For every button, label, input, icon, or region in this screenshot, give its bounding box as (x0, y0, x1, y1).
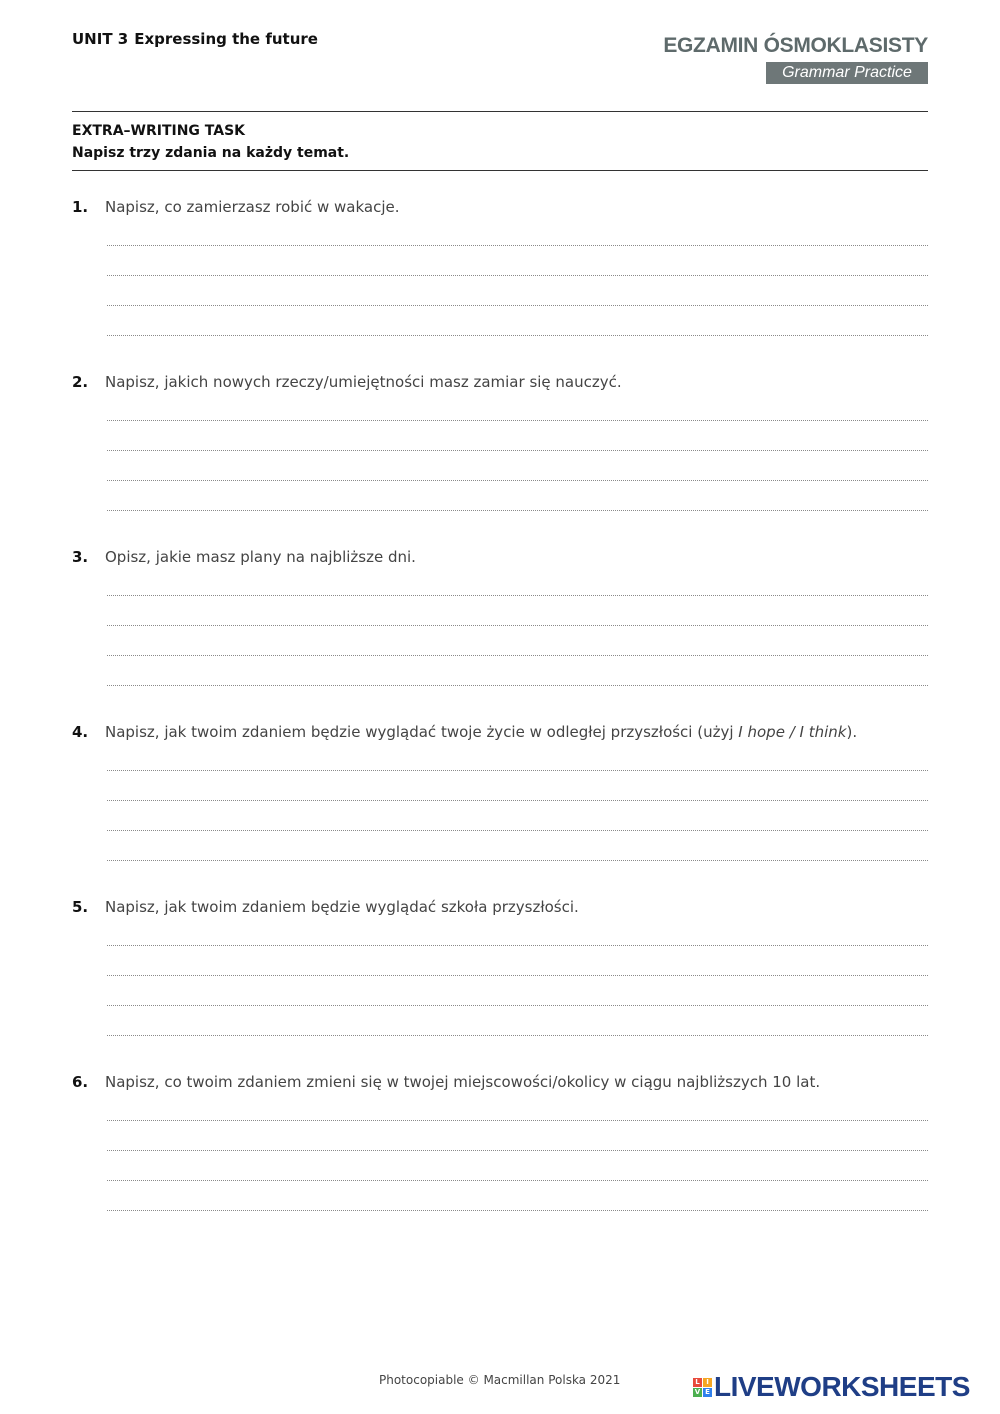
logo-letter-v: V (694, 1387, 701, 1396)
answer-line[interactable] (107, 1210, 928, 1211)
question-2 (72, 371, 928, 541)
answer-line[interactable] (107, 830, 928, 831)
unit-label: UNIT 3 (72, 30, 129, 48)
answer-line[interactable] (107, 1035, 928, 1036)
answer-line[interactable] (107, 685, 928, 686)
question-number: 4. (72, 723, 89, 741)
answer-line[interactable] (107, 305, 928, 306)
question-text-before: Napisz, jak twoim zdaniem będzie wyglądać twoje życie w odległej przyszłości (użyj (105, 723, 739, 741)
question-text: Napisz, co zamierzasz robić w wakacje. (105, 198, 400, 216)
task-heading: EXTRA–WRITING TASK (72, 123, 246, 139)
unit-heading (72, 30, 318, 48)
answer-line[interactable] (107, 1150, 928, 1151)
question-text: Opisz, jakie masz plany na najbliższe dni. (105, 548, 416, 566)
question-text-italic: I hope / I think (738, 723, 847, 741)
answer-line[interactable] (107, 770, 928, 771)
question-number: 3. (72, 548, 89, 566)
task-instruction: Napisz trzy zdania na każdy temat. (72, 145, 350, 161)
brand-block (648, 34, 928, 84)
liveworksheets-logo-icon (693, 1378, 712, 1397)
answer-line[interactable] (107, 860, 928, 861)
answer-line[interactable] (107, 595, 928, 596)
question-number: 2. (72, 373, 89, 391)
liveworksheets-logo[interactable] (693, 1370, 970, 1404)
unit-title: Expressing the future (134, 30, 318, 48)
top-divider (72, 111, 928, 112)
question-text: Napisz, co twoim zdaniem zmieni się w twojej miejscowości/okolicy w ciągu najbliższych 10 lat. (105, 1073, 821, 1091)
task-divider (72, 170, 928, 171)
logo-letter-l: L (693, 1378, 702, 1387)
logo-letter-i: I (703, 1378, 712, 1387)
answer-line[interactable] (107, 1120, 928, 1121)
logo-letter-e: E (703, 1388, 712, 1397)
question-text (105, 721, 857, 743)
answer-line[interactable] (107, 450, 928, 451)
question-4 (72, 721, 928, 891)
answer-line[interactable] (107, 420, 928, 421)
answer-line[interactable] (107, 1180, 928, 1181)
question-number: 1. (72, 198, 89, 216)
brand-subtitle: Grammar Practice (766, 62, 928, 84)
answer-line[interactable] (107, 480, 928, 481)
answer-line[interactable] (107, 335, 928, 336)
answer-line[interactable] (107, 510, 928, 511)
question-6 (72, 1071, 928, 1241)
question-text: Napisz, jakich nowych rzeczy/umiejętności masz zamiar się nauczyć. (105, 373, 622, 391)
question-text-after: ). (846, 723, 858, 741)
question-text: Napisz, jak twoim zdaniem będzie wyglądać szkoła przyszłości. (105, 898, 579, 916)
answer-line[interactable] (107, 945, 928, 946)
question-5 (72, 896, 928, 1066)
answer-line[interactable] (107, 1005, 928, 1006)
answer-line[interactable] (107, 800, 928, 801)
answer-line[interactable] (107, 655, 928, 656)
question-number: 5. (72, 898, 89, 916)
answer-line[interactable] (107, 245, 928, 246)
answer-line[interactable] (107, 625, 928, 626)
question-1 (72, 196, 928, 366)
answer-line[interactable] (107, 275, 928, 276)
copyright-notice: Photocopiable © Macmillan Polska 2021 (379, 1373, 621, 1387)
question-number: 6. (72, 1073, 89, 1091)
brand-title: EGZAMIN ÓSMOKLASISTY (663, 34, 928, 57)
answer-line[interactable] (107, 975, 928, 976)
liveworksheets-logo-text: LIVEWORKSHEETS (714, 1371, 970, 1402)
question-3 (72, 546, 928, 716)
